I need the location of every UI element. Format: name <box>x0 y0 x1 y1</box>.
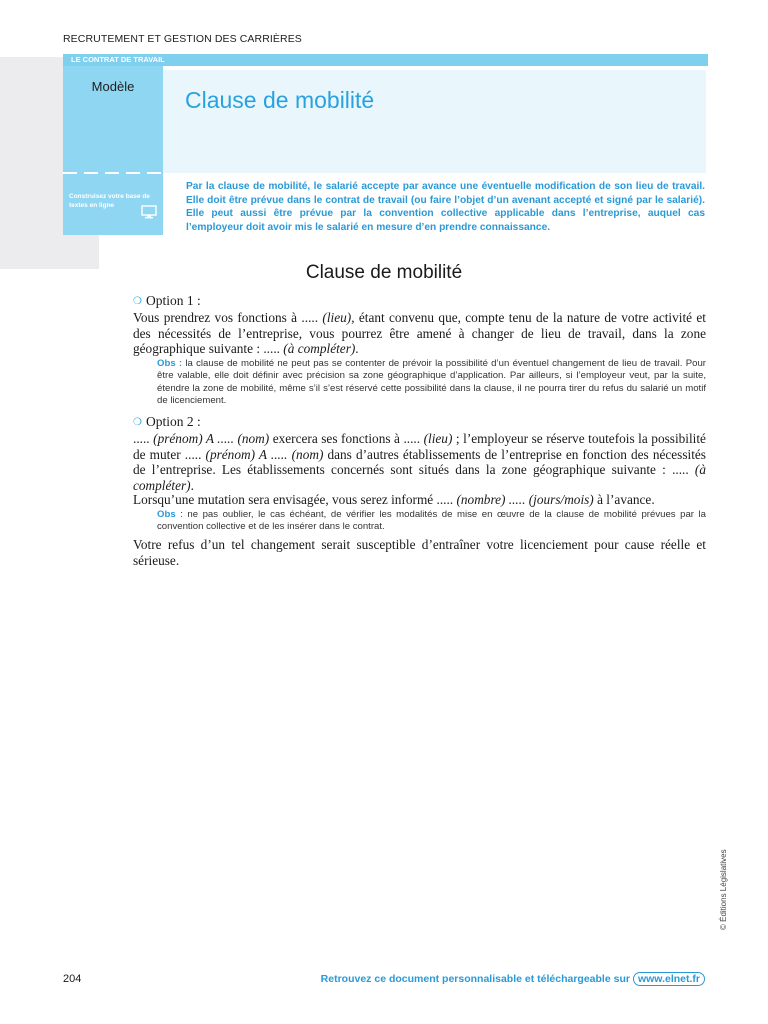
section-bar <box>63 54 708 66</box>
title-panel <box>163 70 706 173</box>
section-label: LE CONTRAT DE TRAVAIL <box>71 55 165 64</box>
running-header: RECRUTEMENT ET GESTION DES CARRIÈRES <box>63 33 302 45</box>
refusal-paragraph: Votre refus d’un tel changement serait susceptible d’entraîner votre licenciement pour cause réelle et sérieuse. <box>133 537 706 568</box>
option-1-note: Obs : la clause de mobilité ne peut pas se contenter de prévoir la possibilité d’un éventuel changement de lieu de travail. Pour être valable, elle doit définir avec précision sa zone géographique d’application. Par ailleurs, si l’employeur veut, par la suite, étendre la zone de mobilité, même s’il s’est réservé cette possibilité dans la clause, il ne pourra tirer du refus du salarié un motif de licenciement. <box>157 358 706 407</box>
divider <box>84 172 98 174</box>
divider <box>126 172 140 174</box>
footer-note: Retrouvez ce document personnalisable et téléchargeable sur www.elnet.fr <box>321 973 705 985</box>
option-2-notice: Lorsqu’une mutation sera envisagée, vous serez informé ..... (nombre) ..... (jours/mois) à l’avance. <box>133 492 655 507</box>
divider <box>105 172 119 174</box>
divider <box>63 172 77 174</box>
website-link[interactable]: www.elnet.fr <box>633 972 705 986</box>
intro-text: Par la clause de mobilité, le salarié accepte par avance une éventuelle modification de son lieu de travail. Elle doit être prévue dans le contrat de travail (ou faire l’objet d’un avenant accepté et signé par le salarié). Elle peut aussi être prévue par la convention collective applicable dans l’entreprise, auquel cas l’employeur doit avoir mis le salarié en mesure d’en prendre connaissance. <box>186 181 705 233</box>
side-panel <box>63 66 163 235</box>
option-2-note: Obs : ne pas oublier, le cas échéant, de vérifier les modalités de mise en œuvre de la clause de mobilité prévues par la convention collective et de les insérer dans le contrat. <box>157 509 706 533</box>
model-label: Modèle <box>91 79 135 94</box>
option-2-label: ❍ Option 2 : <box>133 414 201 429</box>
copyright: © Éditions Législatives <box>719 849 728 930</box>
monitor-icon <box>141 205 157 219</box>
bullet-icon: ❍ <box>133 417 142 428</box>
page-number: 204 <box>63 973 82 985</box>
body-title: Clause de mobilité <box>305 262 463 283</box>
page-title: Clause de mobilité <box>185 87 375 113</box>
option-1-label: ❍ Option 1 : <box>133 293 201 308</box>
bullet-icon: ❍ <box>133 296 142 307</box>
option-2-paragraph: ..... (prénom) A ..... (nom) exercera ses fonctions à ..... (lieu) ; l’employeur se réserve toutefois la possibilité de muter ..... (prénom) A ..... (nom) dans d’autres établissements de l’entreprise en fonction des nécessités de l’entreprise. Les établissements concernés sont situés dans la zone géographique suivante : ..... (à compléter). <box>133 431 706 493</box>
divider <box>147 172 161 174</box>
option-1-paragraph: Vous prendrez vos fonctions à ..... (lieu), étant convenu que, compte tenu de la nature de votre activité et des nécessités de l’entreprise, vous pourrez être amené à changer de lieu de travail, dans la zone géographique suivante : ..... (à compléter). <box>133 310 706 356</box>
online-base-link[interactable]: Construisez votre base de textes en ligne <box>69 193 150 209</box>
